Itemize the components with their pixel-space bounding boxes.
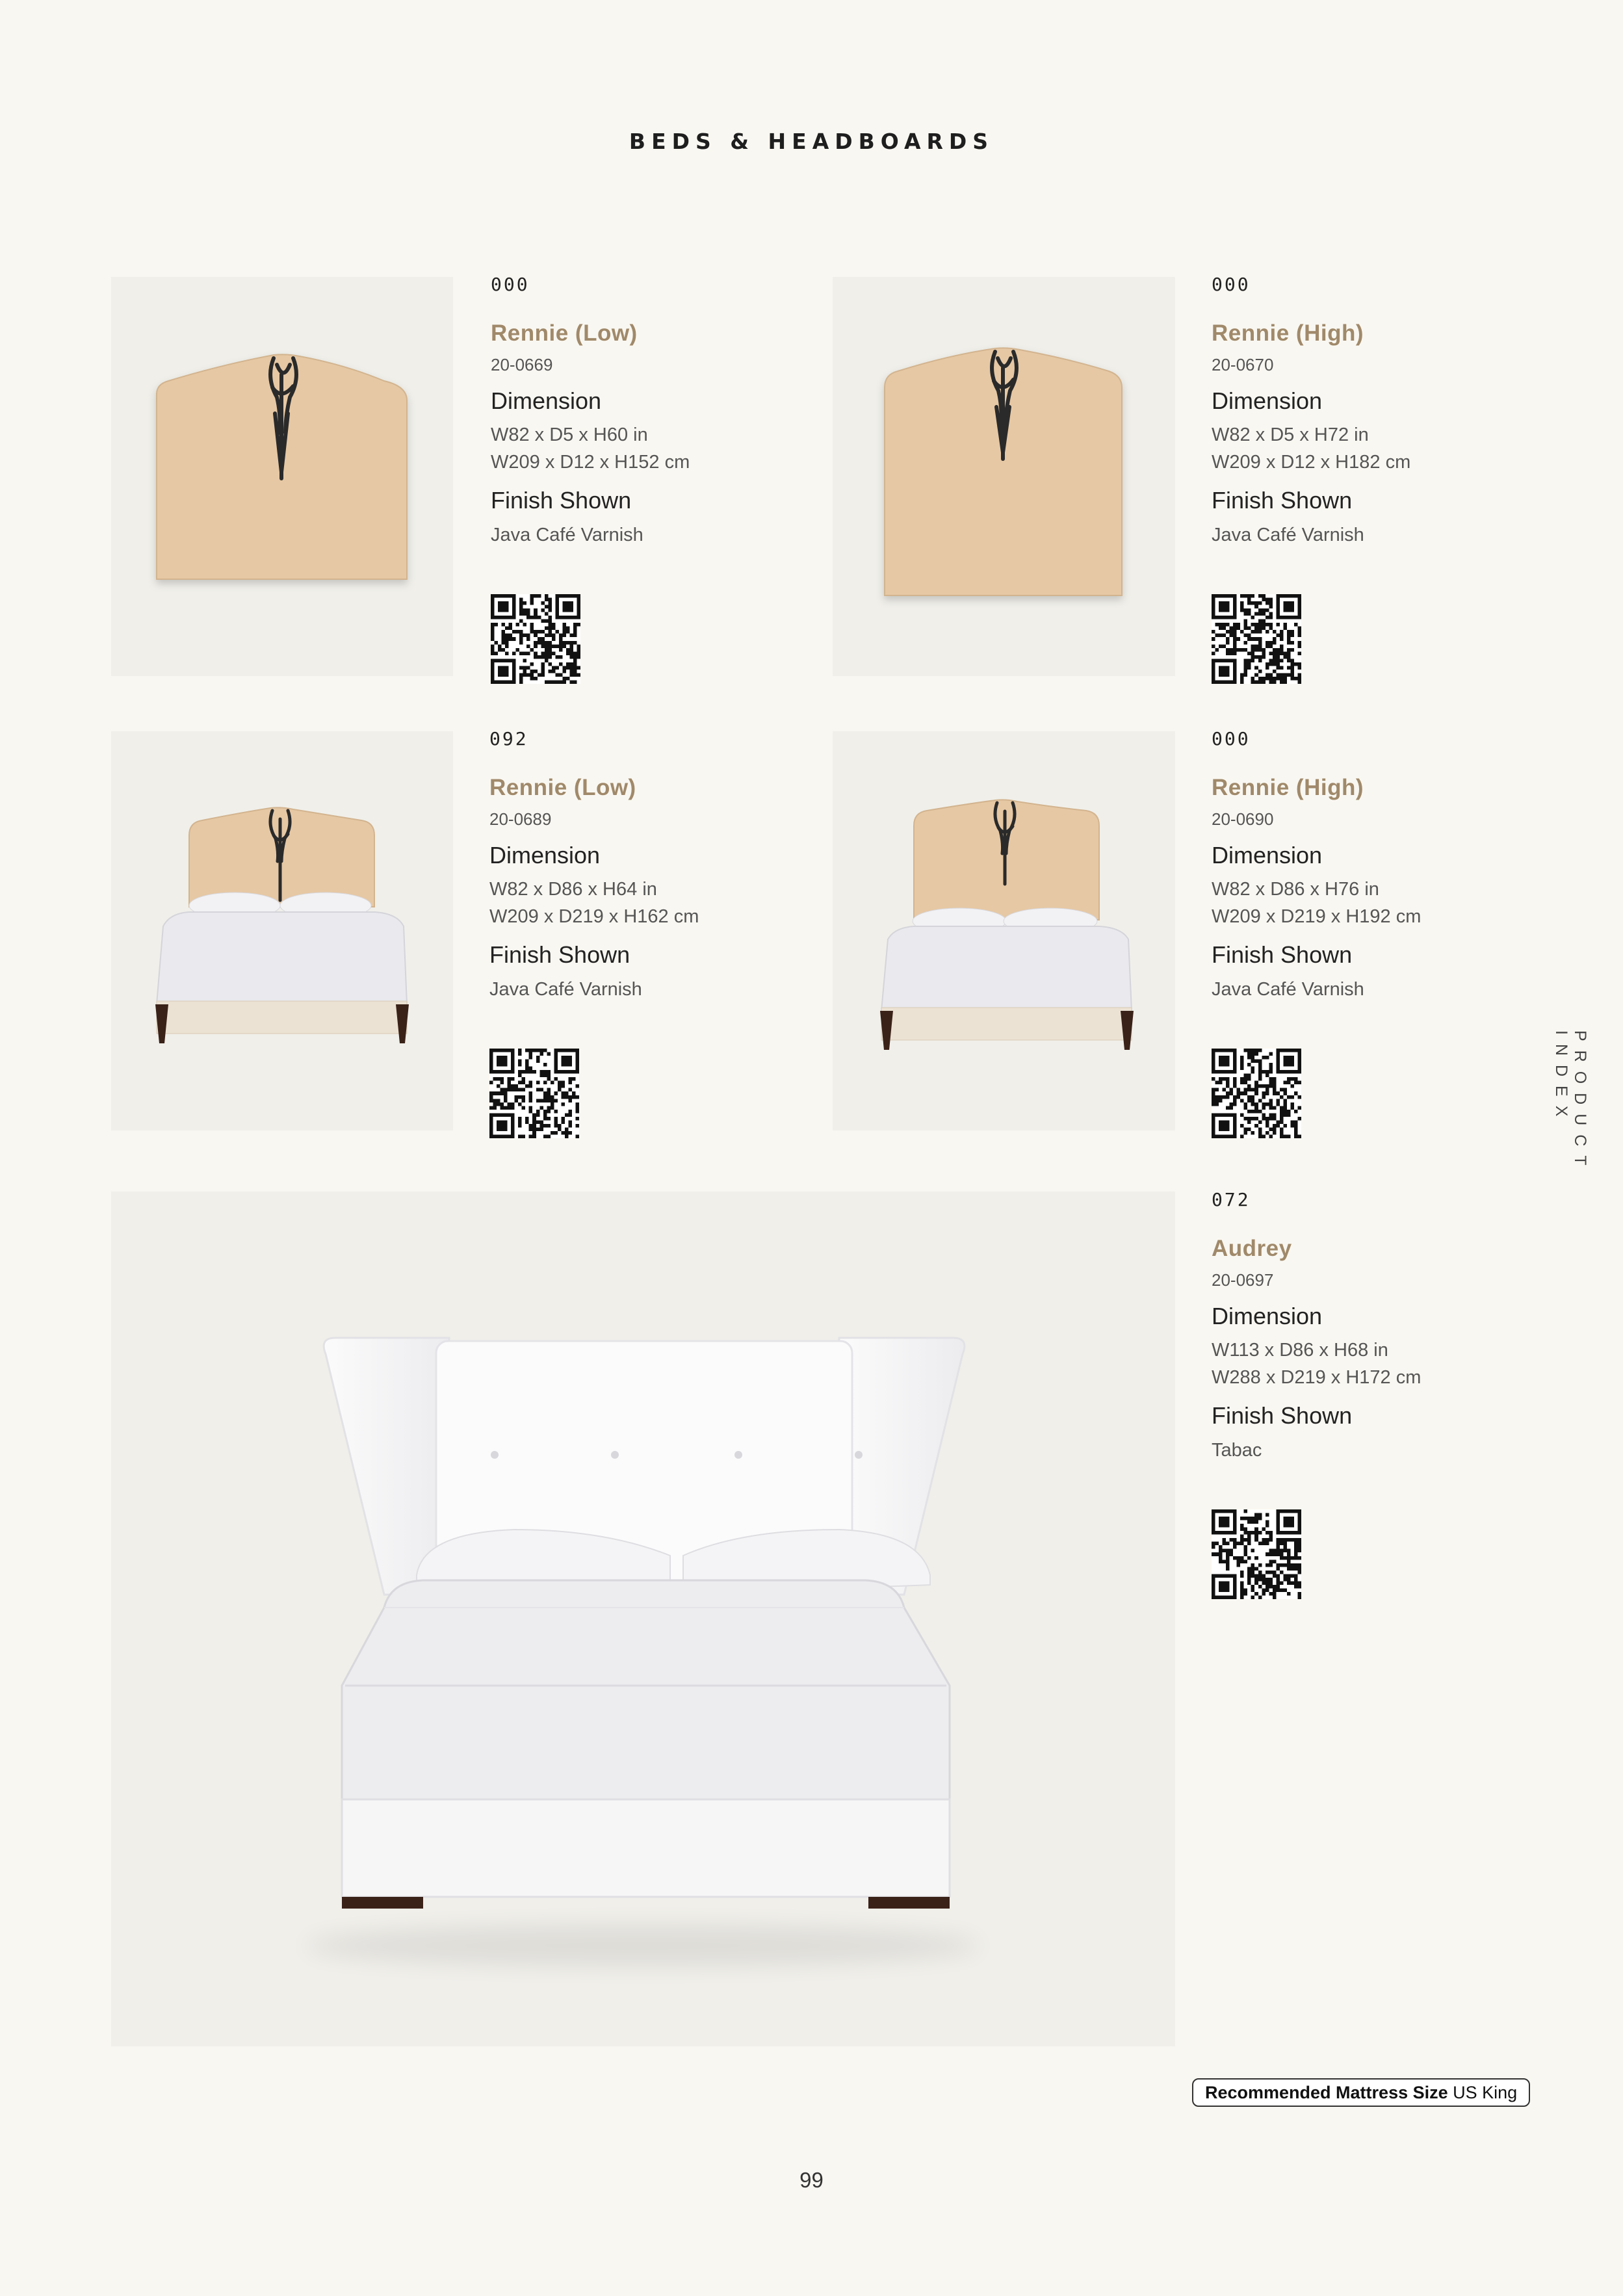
page-title: BEDS & HEADBOARDS [629,129,994,154]
product-code: 000 [491,274,530,295]
finish-label: Finish Shown [1212,1402,1353,1429]
product-info-5 [1212,1191,1563,1599]
dimension-inches: W82 x D86 x H76 in [1212,879,1379,900]
product-info-1 [491,276,842,684]
product-code: 092 [489,728,528,750]
product-image-rennie-low-bed[interactable] [111,731,453,1130]
finish-label: Finish Shown [491,487,632,514]
product-name[interactable]: Rennie (Low) [489,775,636,800]
product-name[interactable]: Audrey [1212,1236,1292,1261]
qr-code-icon[interactable] [491,594,580,684]
product-sku: 20-0669 [491,355,553,374]
finish-value: Java Café Varnish [1212,524,1364,545]
bed-illustration [111,731,453,1130]
product-name[interactable]: Rennie (High) [1212,775,1364,800]
dimension-label: Dimension [1212,1303,1323,1330]
dimension-inches: W82 x D86 x H64 in [489,879,657,900]
product-sku: 20-0689 [489,809,552,829]
finish-value: Tabac [1212,1439,1262,1461]
dimension-inches: W82 x D5 x H60 in [491,424,648,446]
product-image-rennie-low-headboard[interactable] [111,277,453,676]
product-code: 000 [1212,728,1251,750]
dimension-cm: W288 x D219 x H172 cm [1212,1367,1422,1389]
page-number: 99 [799,2168,824,2192]
dimension-label: Dimension [489,842,601,869]
finish-value: Java Café Varnish [1212,978,1364,1000]
product-sku: 20-0697 [1212,1270,1274,1290]
bed-illustration [833,731,1175,1130]
dimension-label: Dimension [1212,387,1323,415]
product-image-rennie-high-headboard[interactable] [833,277,1175,676]
finish-label: Finish Shown [489,941,630,969]
mattress-size-badge [1192,2078,1530,2107]
product-code: 072 [1212,1189,1251,1210]
dimension-cm: W209 x D12 x H152 cm [491,452,690,473]
headboard-illustration [111,277,453,676]
product-name[interactable]: Rennie (High) [1212,320,1364,346]
product-image-audrey-bed[interactable] [111,1192,1175,2046]
product-info-2 [1212,276,1563,684]
qr-code-icon[interactable] [1212,594,1301,684]
dimension-label: Dimension [1212,842,1323,869]
bed-illustration [111,1192,1175,2046]
finish-value: Java Café Varnish [491,524,643,545]
dimension-label: Dimension [491,387,602,415]
qr-code-icon[interactable] [1212,1049,1301,1138]
product-image-rennie-high-bed[interactable] [833,731,1175,1130]
dimension-cm: W209 x D12 x H182 cm [1212,452,1411,473]
product-sku: 20-0690 [1212,809,1274,829]
mattress-size-value: US King [1453,2083,1518,2102]
headboard-illustration [833,277,1175,676]
product-sku: 20-0670 [1212,355,1274,374]
qr-code-icon[interactable] [489,1049,579,1138]
product-info-4 [1212,730,1563,1138]
qr-code-icon[interactable] [1212,1509,1301,1599]
dimension-cm: W209 x D219 x H192 cm [1212,906,1422,928]
dimension-cm: W209 x D219 x H162 cm [489,906,699,928]
finish-label: Finish Shown [1212,487,1353,514]
finish-label: Finish Shown [1212,941,1353,969]
product-name[interactable]: Rennie (Low) [491,320,638,346]
dimension-inches: W82 x D5 x H72 in [1212,424,1369,446]
product-info-3 [489,730,840,1138]
product-code: 000 [1212,274,1251,295]
finish-value: Java Café Varnish [489,978,642,1000]
mattress-size-label: Recommended Mattress Size [1205,2083,1448,2102]
dimension-inches: W113 x D86 x H68 in [1212,1340,1388,1361]
side-tab-product-index[interactable]: PRODUCT INDEX [1552,1030,1589,1175]
